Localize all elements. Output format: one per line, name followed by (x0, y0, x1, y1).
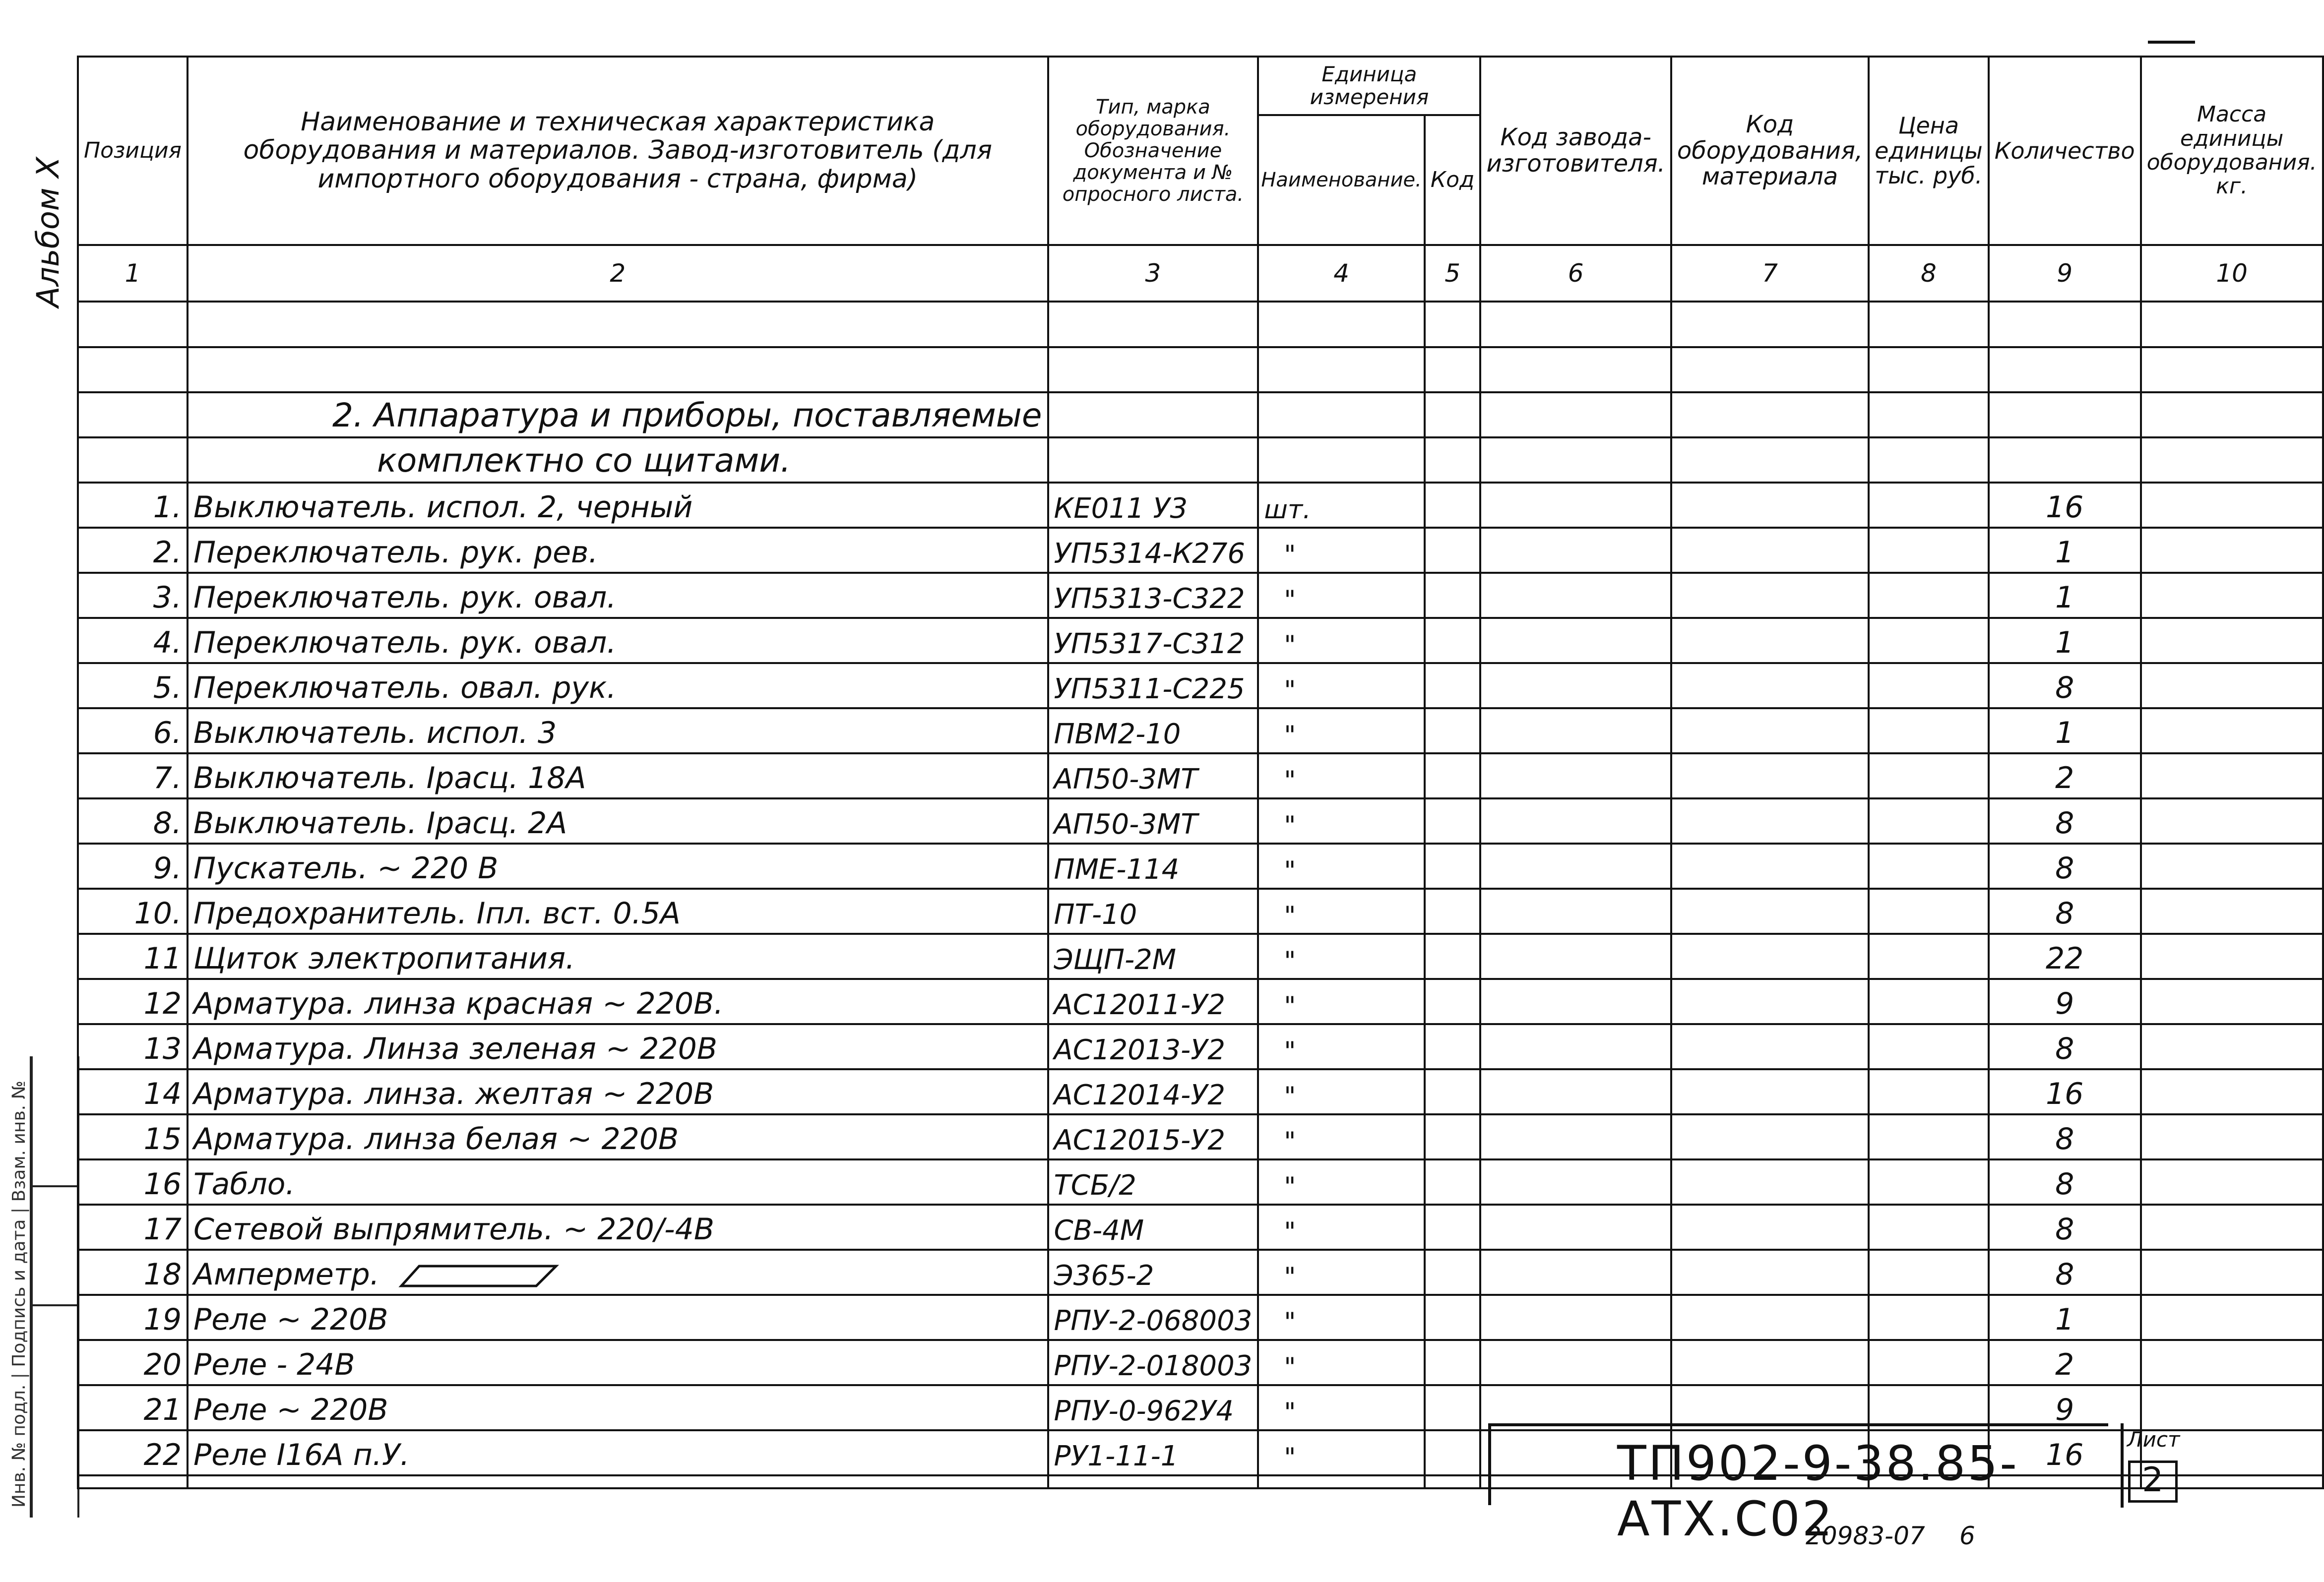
column-number: 6 (1480, 245, 1671, 302)
equipment-code-cell (1671, 618, 1869, 663)
item-quantity: 8 (1989, 798, 2141, 844)
equipment-code-cell (1671, 1159, 1869, 1205)
item-quantity: 8 (1989, 1159, 2141, 1205)
table-row (78, 708, 2323, 753)
equipment-code-cell (1671, 889, 1869, 934)
item-type: АС12015-У2 (1048, 1114, 1258, 1159)
table-row (78, 1024, 2323, 1069)
mass-cell (2141, 798, 2323, 844)
item-name: Выключатель. Iрасц. 2А (188, 798, 1048, 844)
equipment-code-cell (1671, 1250, 1869, 1295)
item-position: 16 (78, 1159, 188, 1205)
item-position: 3. (78, 573, 188, 618)
item-quantity: 8 (1989, 1250, 2141, 1295)
unit-code-cell (1425, 708, 1481, 753)
header-quantity: Количество (1989, 57, 2141, 245)
item-type: ЭЩП-2М (1048, 934, 1258, 979)
equipment-code-cell (1671, 844, 1869, 889)
equipment-code-cell (1671, 1340, 1869, 1385)
unit-code-cell (1425, 1340, 1481, 1385)
item-type: АП50-3МТ (1048, 753, 1258, 798)
header-unit-name: Наименование. (1258, 115, 1425, 245)
price-cell (1869, 573, 1989, 618)
item-quantity: 16 (1989, 1069, 2141, 1114)
plant-code-cell (1480, 573, 1671, 618)
item-unit: " (1258, 798, 1425, 844)
unit-code-cell (1425, 663, 1481, 708)
item-position: 19 (78, 1295, 188, 1340)
item-unit: " (1258, 753, 1425, 798)
unit-code-cell (1425, 844, 1481, 889)
equipment-code-cell (1671, 934, 1869, 979)
column-numbers-row (78, 245, 2323, 302)
plant-code-cell (1480, 663, 1671, 708)
item-position: 10. (78, 889, 188, 934)
table-row (78, 979, 2323, 1024)
item-position: 11 (78, 934, 188, 979)
column-number: 1 (78, 245, 188, 302)
mass-cell (2141, 1114, 2323, 1159)
item-name: Выключатель. испол. 2, черный (188, 483, 1048, 528)
price-cell (1869, 528, 1989, 573)
item-quantity: 1 (1989, 1295, 2141, 1340)
plant-code-cell (1480, 753, 1671, 798)
item-position: 8. (78, 798, 188, 844)
unit-code-cell (1425, 1430, 1481, 1475)
item-position: 17 (78, 1205, 188, 1250)
item-type: РПУ-0-962У4 (1048, 1385, 1258, 1430)
table-row (78, 1159, 2323, 1205)
column-number: 8 (1869, 245, 1989, 302)
item-unit: " (1258, 889, 1425, 934)
item-unit: " (1258, 708, 1425, 753)
item-name: Арматура. линза. желтая ~ 220В (188, 1069, 1048, 1114)
unit-code-cell (1425, 1024, 1481, 1069)
document-code: ТП902-9-38.85-АТХ.С02 (1617, 1436, 2019, 1547)
item-position: 5. (78, 663, 188, 708)
ammeter-sketch-icon (399, 1264, 558, 1288)
column-number: 2 (188, 245, 1048, 302)
item-unit: " (1258, 528, 1425, 573)
item-type: ПТ-10 (1048, 889, 1258, 934)
plant-code-cell (1480, 934, 1671, 979)
column-number: 4 (1258, 245, 1425, 302)
mass-cell (2141, 934, 2323, 979)
section-title-line1: 2. Аппаратура и приборы, поставляемые (188, 392, 1048, 437)
item-type: КЕ011 У3 (1048, 483, 1258, 528)
item-position: 9. (78, 844, 188, 889)
price-cell (1869, 889, 1989, 934)
unit-code-cell (1425, 798, 1481, 844)
unit-code-cell (1425, 753, 1481, 798)
item-type: РПУ-2-018003 (1048, 1340, 1258, 1385)
mass-cell (2141, 1024, 2323, 1069)
item-position: 2. (78, 528, 188, 573)
item-position: 15 (78, 1114, 188, 1159)
item-name: Выключатель. Iрасц. 18А (188, 753, 1048, 798)
sheet-number: 2 (2142, 1460, 2164, 1500)
item-quantity: 8 (1989, 889, 2141, 934)
column-number: 7 (1671, 245, 1869, 302)
section-title-line2: комплектно со щитами. (188, 437, 1048, 483)
item-unit: шт. (1258, 483, 1425, 528)
item-position: 6. (78, 708, 188, 753)
price-cell (1869, 844, 1989, 889)
mass-cell (2141, 1205, 2323, 1250)
unit-code-cell (1425, 1250, 1481, 1295)
item-name: Табло. (188, 1159, 1048, 1205)
mass-cell (2141, 1295, 2323, 1340)
price-cell (1869, 1024, 1989, 1069)
item-quantity: 16 (1989, 1430, 2141, 1475)
approval-stamp-strip (30, 1056, 79, 1518)
price-cell (1869, 1250, 1989, 1295)
header-unit-code: Код (1425, 115, 1481, 245)
item-unit: " (1258, 1159, 1425, 1205)
price-cell (1869, 1069, 1989, 1114)
unit-code-cell (1425, 1114, 1481, 1159)
unit-code-cell (1425, 1159, 1481, 1205)
unit-code-cell (1425, 979, 1481, 1024)
table-row (78, 663, 2323, 708)
column-number: 3 (1048, 245, 1258, 302)
table-row (78, 528, 2323, 573)
header-type: Тип, марка оборудования. Обозначение документа и № опросного листа. (1048, 57, 1258, 245)
price-cell (1869, 753, 1989, 798)
unit-code-cell (1425, 528, 1481, 573)
section-title-row (78, 392, 2323, 437)
unit-code-cell (1425, 934, 1481, 979)
plant-code-cell (1480, 708, 1671, 753)
equipment-code-cell (1671, 798, 1869, 844)
item-unit: " (1258, 1250, 1425, 1295)
table-row (78, 483, 2323, 528)
item-position: 22 (78, 1430, 188, 1475)
item-quantity: 9 (1989, 1385, 2141, 1430)
item-name: Реле ~ 220В (188, 1295, 1048, 1340)
header-price: Цена единицы тыс. руб. (1869, 57, 1989, 245)
table-row (78, 798, 2323, 844)
column-number: 10 (2141, 245, 2323, 302)
column-number: 5 (1425, 245, 1481, 302)
equipment-code-cell (1671, 1024, 1869, 1069)
item-unit: " (1258, 934, 1425, 979)
empty-row (78, 347, 2323, 392)
mass-cell (2141, 528, 2323, 573)
approval-stamp-text: Инв. № подл. | Подпись и дата | Взам. инв. № (9, 1080, 29, 1508)
item-position: 18 (78, 1250, 188, 1295)
column-number: 9 (1989, 245, 2141, 302)
item-name: Переключатель. овал. рук. (188, 663, 1048, 708)
equipment-code-cell (1671, 753, 1869, 798)
item-name: Предохранитель. Iпл. вст. 0.5А (188, 889, 1048, 934)
item-position: 1. (78, 483, 188, 528)
item-quantity: 8 (1989, 1024, 2141, 1069)
price-cell (1869, 708, 1989, 753)
mass-cell (2141, 753, 2323, 798)
plant-code-cell (1480, 979, 1671, 1024)
item-quantity: 8 (1989, 1205, 2141, 1250)
item-name: Амперметр. (188, 1250, 1048, 1295)
price-cell (1869, 1340, 1989, 1385)
item-type: УП5314-К276 (1048, 528, 1258, 573)
table-row (78, 1114, 2323, 1159)
price-cell (1869, 663, 1989, 708)
item-quantity: 1 (1989, 618, 2141, 663)
header-name: Наименование и техническая характеристика оборудования и материалов. Завод-изготовитель (для импортного оборудования - страна, фирма) (188, 57, 1048, 245)
mass-cell (2141, 1159, 2323, 1205)
price-cell (1869, 1159, 1989, 1205)
item-position: 20 (78, 1340, 188, 1385)
item-unit: " (1258, 1385, 1425, 1430)
price-cell (1869, 1205, 1989, 1250)
item-type: ТСБ/2 (1048, 1159, 1258, 1205)
item-quantity: 2 (1989, 753, 2141, 798)
item-quantity: 9 (1989, 979, 2141, 1024)
equipment-code-cell (1671, 528, 1869, 573)
plant-code-cell (1480, 1114, 1671, 1159)
unit-code-cell (1425, 1385, 1481, 1430)
item-name: Сетевой выпрямитель. ~ 220/-4В (188, 1205, 1048, 1250)
item-unit: " (1258, 1069, 1425, 1114)
item-position: 13 (78, 1024, 188, 1069)
table-row (78, 934, 2323, 979)
item-quantity: 8 (1989, 1114, 2141, 1159)
item-type: АС12011-У2 (1048, 979, 1258, 1024)
equipment-code-cell (1671, 483, 1869, 528)
unit-code-cell (1425, 1295, 1481, 1340)
item-quantity: 8 (1989, 844, 2141, 889)
mass-cell (2141, 844, 2323, 889)
equipment-code-cell (1671, 1295, 1869, 1340)
table-row (78, 1069, 2323, 1114)
item-type: УП5311-С225 (1048, 663, 1258, 708)
corner-mark (2148, 41, 2195, 51)
empty-row (78, 302, 2323, 347)
unit-code-cell (1425, 1069, 1481, 1114)
mass-cell (2141, 1250, 2323, 1295)
mass-cell (2141, 979, 2323, 1024)
price-cell (1869, 979, 1989, 1024)
item-unit: " (1258, 844, 1425, 889)
plant-code-cell (1480, 483, 1671, 528)
equipment-code-cell (1671, 1205, 1869, 1250)
specification-table (77, 56, 2324, 1489)
item-name: Переключатель. рук. овал. (188, 618, 1048, 663)
archive-number: 20983-07 (1806, 1521, 1925, 1550)
header-unit: Единица измерения (1258, 57, 1480, 115)
plant-code-cell (1480, 1295, 1671, 1340)
item-name: Переключатель. рук. овал. (188, 573, 1048, 618)
price-cell (1869, 798, 1989, 844)
item-quantity: 8 (1989, 663, 2141, 708)
item-type: АС12014-У2 (1048, 1069, 1258, 1114)
price-cell (1869, 1295, 1989, 1340)
mass-cell (2141, 1340, 2323, 1385)
item-type: УП5317-С312 (1048, 618, 1258, 663)
plant-code-cell (1480, 1069, 1671, 1114)
item-name: Реле ~ 220В (188, 1385, 1048, 1430)
unit-code-cell (1425, 1205, 1481, 1250)
plant-code-cell (1480, 798, 1671, 844)
item-type: УП5313-С322 (1048, 573, 1258, 618)
item-unit: " (1258, 1024, 1425, 1069)
item-name: Реле I16А п.У. (188, 1430, 1048, 1475)
item-type: СВ-4М (1048, 1205, 1258, 1250)
mass-cell (2141, 889, 2323, 934)
item-name: Арматура. линза красная ~ 220В. (188, 979, 1048, 1024)
item-name: Выключатель. испол. 3 (188, 708, 1048, 753)
equipment-code-cell (1671, 708, 1869, 753)
header-equipment-code: Код оборудования, материала (1671, 57, 1869, 245)
plant-code-cell (1480, 618, 1671, 663)
item-unit: " (1258, 618, 1425, 663)
item-position: 21 (78, 1385, 188, 1430)
item-type: Э365-2 (1048, 1250, 1258, 1295)
item-type: РПУ-2-068003 (1048, 1295, 1258, 1340)
equipment-code-cell (1671, 663, 1869, 708)
unit-code-cell (1425, 889, 1481, 934)
item-type: АС12013-У2 (1048, 1024, 1258, 1069)
equipment-code-cell (1671, 1114, 1869, 1159)
header-position: Позиция (78, 57, 188, 245)
header-mass: Масса единицы оборудования. кг. (2141, 57, 2323, 245)
table-row (78, 1250, 2323, 1295)
price-cell (1869, 934, 1989, 979)
item-position: 14 (78, 1069, 188, 1114)
item-unit: " (1258, 1114, 1425, 1159)
plant-code-cell (1480, 1205, 1671, 1250)
sheet-label: Лист (2127, 1427, 2180, 1452)
item-type: ПМЕ-114 (1048, 844, 1258, 889)
unit-code-cell (1425, 483, 1481, 528)
item-name: Арматура. Линза зеленая ~ 220В (188, 1024, 1048, 1069)
plant-code-cell (1480, 844, 1671, 889)
plant-code-cell (1480, 889, 1671, 934)
item-position: 7. (78, 753, 188, 798)
mass-cell (2141, 483, 2323, 528)
plant-code-cell (1480, 1340, 1671, 1385)
item-name: Пускатель. ~ 220 В (188, 844, 1048, 889)
item-quantity: 16 (1989, 483, 2141, 528)
item-name: Реле - 24В (188, 1340, 1048, 1385)
section-title-row (78, 437, 2323, 483)
item-quantity: 2 (1989, 1340, 2141, 1385)
item-name: Щиток электропитания. (188, 934, 1048, 979)
mass-cell (2141, 573, 2323, 618)
table-row (78, 844, 2323, 889)
item-unit: " (1258, 573, 1425, 618)
price-cell (1869, 483, 1989, 528)
table-row (78, 753, 2323, 798)
mass-cell (2141, 618, 2323, 663)
plant-code-cell (1480, 528, 1671, 573)
table-row (78, 1340, 2323, 1385)
plant-code-cell (1480, 1250, 1671, 1295)
item-name: Арматура. линза белая ~ 220В (188, 1114, 1048, 1159)
item-unit: " (1258, 1430, 1425, 1475)
item-unit: " (1258, 979, 1425, 1024)
album-label: Альбом Х (30, 157, 66, 307)
table-row (78, 618, 2323, 663)
price-cell (1869, 618, 1989, 663)
item-quantity: 1 (1989, 528, 2141, 573)
item-type: РУ1-11-1 (1048, 1430, 1258, 1475)
archive-page: 6 (1959, 1521, 1975, 1550)
header-plant-code: Код завода-изготовителя. (1480, 57, 1671, 245)
item-unit: " (1258, 1295, 1425, 1340)
item-position: 4. (78, 618, 188, 663)
item-unit: " (1258, 663, 1425, 708)
table-row (78, 889, 2323, 934)
mass-cell (2141, 1069, 2323, 1114)
item-unit: " (1258, 1340, 1425, 1385)
price-cell (1869, 1114, 1989, 1159)
unit-code-cell (1425, 618, 1481, 663)
table-row (78, 1205, 2323, 1250)
table-row (78, 573, 2323, 618)
plant-code-cell (1480, 1159, 1671, 1205)
item-position: 12 (78, 979, 188, 1024)
item-type: ПВМ2-10 (1048, 708, 1258, 753)
plant-code-cell (1480, 1024, 1671, 1069)
item-name: Переключатель. рук. рев. (188, 528, 1048, 573)
mass-cell (2141, 663, 2323, 708)
equipment-code-cell (1671, 1069, 1869, 1114)
unit-code-cell (1425, 573, 1481, 618)
item-unit: " (1258, 1205, 1425, 1250)
table-row (78, 1295, 2323, 1340)
item-quantity: 22 (1989, 934, 2141, 979)
item-quantity: 1 (1989, 708, 2141, 753)
item-quantity: 1 (1989, 573, 2141, 618)
equipment-code-cell (1671, 979, 1869, 1024)
equipment-code-cell (1671, 573, 1869, 618)
item-type: АП50-3МТ (1048, 798, 1258, 844)
mass-cell (2141, 708, 2323, 753)
